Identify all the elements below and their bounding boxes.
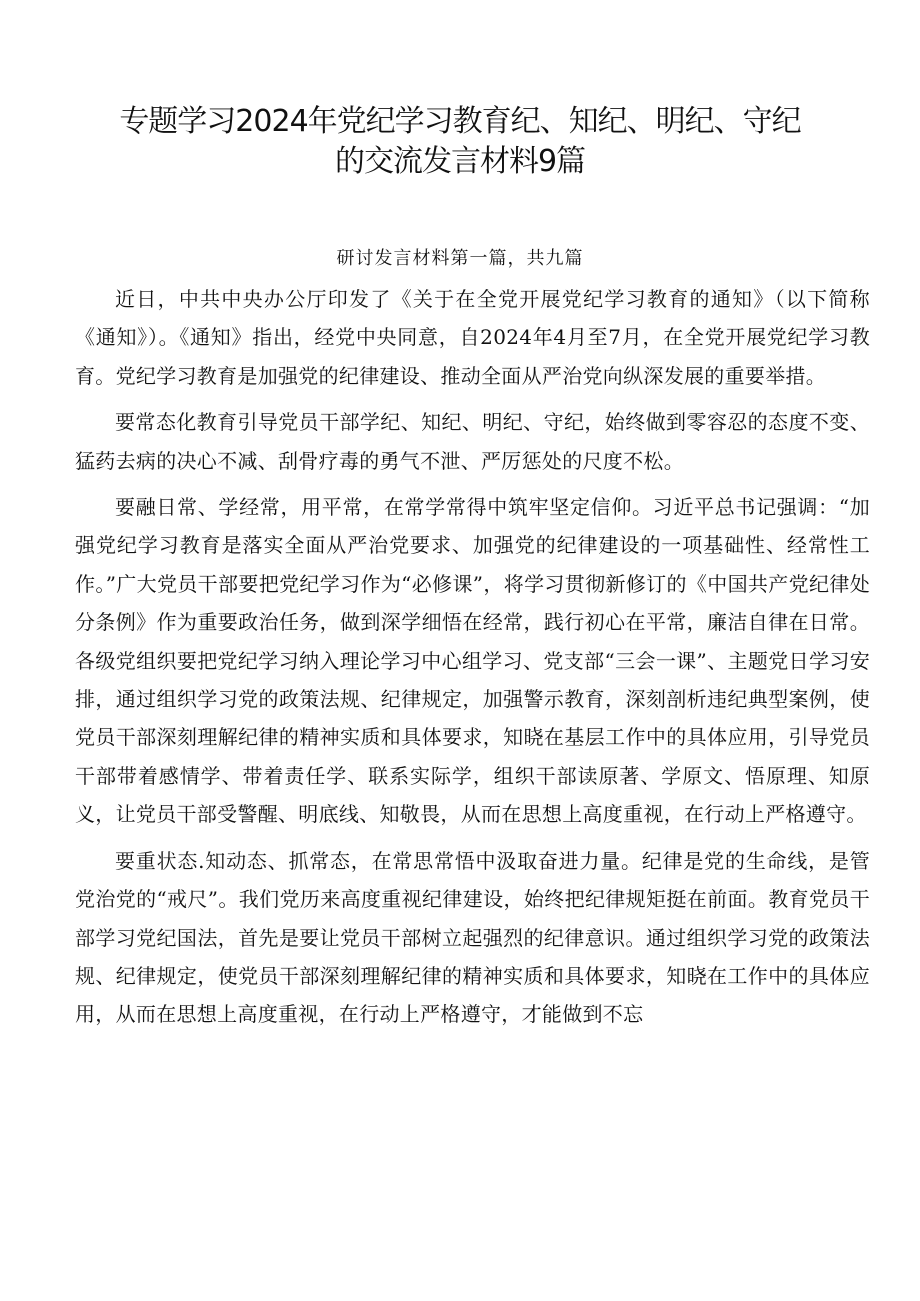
document-body [75, 280, 870, 1034]
document-title-line-1: 专题学习2024年党纪学习教育纪、知纪、明纪、守纪 [119, 104, 801, 139]
document-title-line-2: 的交流发言材料9篇 [334, 144, 586, 179]
paragraph-4: 要重状态.知动态、抓常态，在常思常悟中汲取奋进力量。纪律是党的生命线，是管党治党的“戒尺”。我们党历来高度重视纪律建设，始终把纪律规矩挺在前面。教育党员干部学习党纪国法，首先是要让党员干部树立起强烈的纪律意识。通过组织学习党的政策法规、纪律规定，使党员干部深刻理解纪律的精神实质和具体要求，知晓在工作中的具体应用，从而在思想上高度重视，在行动上严格遵守，才能做到不忘 [75, 848, 870, 1027]
paragraph-3: 要融日常、学经常，用平常，在常学常得中筑牢坚定信仰。习近平总书记强调：“加强党纪学习教育是落实全面从严治党要求、加强党的纪律建设的一项基础性、经常性工作。”广大党员干部要把党纪学习作为“必修课”，将学习贯彻新修订的《中国共产党纪律处分条例》作为重要政治任务，做到深学细悟在经常，践行初心在平常，廉洁自律在日常。各级党组织要把党纪学习纳入理论学习中心组学习、党支部“三会一课”、主题党日学习安排，通过组织学习党的政策法规、纪律规定，加强警示教育，深刻剖析违纪典型案例，使党员干部深刻理解纪律的精神实质和具体要求，知晓在基层工作中的具体应用，引导党员干部带着感情学、带着责任学、联系实际学，组织干部读原著、学原文、悟原理、知原义，让党员干部受警醒、明底线、知敬畏，从而在思想上高度重视，在行动上严格遵守。 [75, 495, 870, 827]
paragraph-1: 近日，中共中央办公厅印发了《关于在全党开展党纪学习教育的通知》（以下简称《通知》）。《通知》指出，经党中央同意，自2024年4月至7月，在全党开展党纪学习教育。党纪学习教育是加强党的纪律建设、推动全面从严治党向纵深发展的重要举措。 [75, 287, 870, 388]
section-heading: 研讨发言材料第一篇，共九篇 [336, 248, 584, 269]
paragraph-2: 要常态化教育引导党员干部学纪、知纪、明纪、守纪，始终做到零容忍的态度不变、猛药去病的决心不减、刮骨疗毒的勇气不泄、严厉惩处的尺度不松。 [75, 410, 870, 473]
